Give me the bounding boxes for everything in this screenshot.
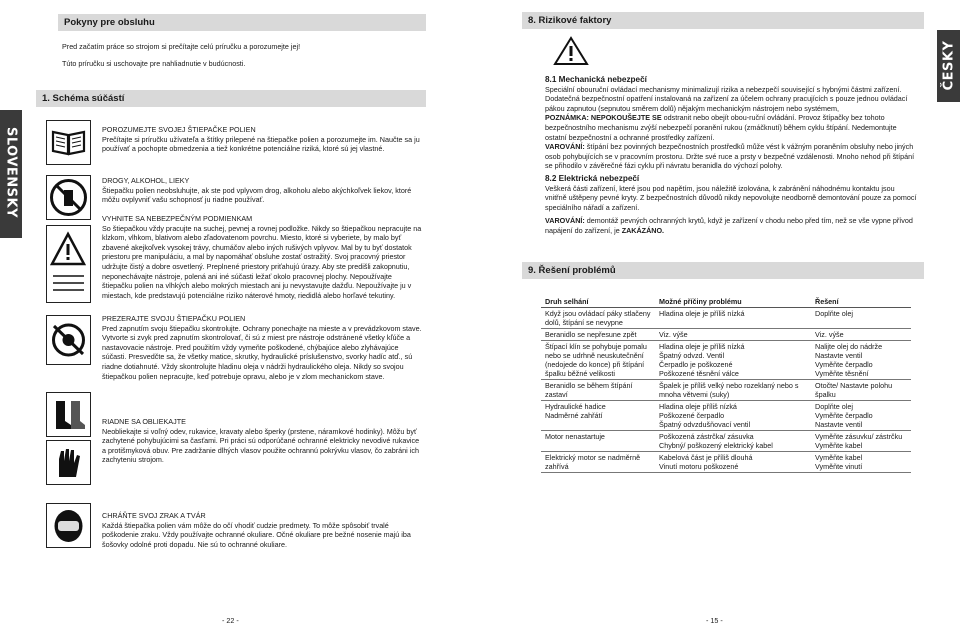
boots-icon [46,392,91,437]
table-cell-cause: Kabelová část je příliš dlouhá Vinutí motoru poškozené [655,452,811,473]
block-dress-title: RIADNE SA OBLIEKAJTE [102,417,186,426]
section-8-1-para-a: Speciální obouruční ovládací mechanismy minimalizují rizika a nebezpečí související s hybnými částmi zařízení. Dodatečná bezpečnostní opatření instalovaná na zařízení za účelem ochrany pracujících s pouze jednou ovládací pákou zapnutou (sepnutou směrem dolů) nějakým mechanickým nástrojem nebo systémem, [545,84,908,113]
slovensky-side-label: SLOVENSKY [3,126,19,219]
table-cell-solution: Viz. výše [811,329,911,341]
intro-line-1: Pred začatím práce so strojom si prečítajte celú príručku a porozumejte jej! [62,42,301,51]
cesky-side-label: ČESKY [941,40,957,91]
section-8-1-para-c [545,142,917,171]
table-cell-fault: Beranidlo se nepřesune zpět [541,329,655,341]
block-inspect-title: PREZERAJTE SVOJU ŠTIEPAČKU POLIEN [102,314,246,323]
cesky-side-tab [937,30,960,102]
section-8-1-title: 8.1 Mechanická nebezpečí [545,75,647,84]
work-area-hazard-icon [46,225,91,303]
table-cell-cause: Viz. výše [655,329,811,341]
block-understand-text: Prečítajte si príručku užívateľa a štítky prilepené na štiepačke polien a porozumejte im. Naučte sa ju používať a pochopte obmedzenia a tiež konkrétne potenciálne riziká, ktoré sú jej vlastné. [102,134,420,154]
warning-text: štípání bez povinných bezpečnostních prostředků může vést k vážným poraněním obsluhy nebo jiných osob pohybujících se v pracovním prostoru. Držte své ruce a prsty v bezpečné vzdálenosti. Mnoho nehod při štípání se přihodilo v závěrečné fázi cyklu při návratu beranidla do výchozí polohy. [545,142,915,171]
table-cell-cause: Hladina oleje je příliš nízká [655,308,811,329]
table-cell-solution: Doplňte olej Vyměňte čerpadlo Nastavte ventil [811,401,911,431]
troubleshooting-table [541,296,911,473]
table-cell-fault: Beranidlo se během štípání zastaví [541,380,655,401]
note-text: odstranit nebo obejít obou-ruční ovládání. Provoz štípačky bez tohoto bezpečnostního mechanismu zvýší nebezpečí poranění rukou (zmáčknutí) během cyklu štípání. Nedemontujte ostatní bezpečnostní a ochranné prostředky zařízení. [545,113,897,142]
section-8-2-para-a: Veškerá části zařízení, které jsou pod napětím, jsou náležitě izolována, k zabránění náhodnému kontaktu jsou vnitřně uštěpeny pevné kryty. Z bezpečnostních důvodů nikdy nepovolujte neodborně demontování pouze za pomocí speciálního nářadí a zařízení. [545,183,917,212]
table-row [541,431,911,452]
block-understand [102,125,424,154]
table-cell-cause: Hladina oleje je příliš nízká Špatný odvzd. Ventil Čerpadlo je poškozené Poškozené těsnění válce [655,341,811,380]
left-header: Pokyny pre obsluhu [58,14,426,31]
section-8-2 [545,174,917,236]
table-cell-fault: Elektrický motor se nadměrně zahřívá [541,452,655,473]
left-page-number: - 22 - [222,616,239,625]
block-drugs-text: Štiepačku polien neobsluhujte, ak ste pod vplyvom drog, alkoholu alebo akýchkoľvek liekov, ktoré môžu ovplyvniť vašu schopnosť ju riadne používať. [102,185,412,205]
table-cell-cause: Hladina oleje příliš nízká Poškozené čerpadlo Špatný odvzdušňovací ventil [655,401,811,431]
table-header-causes: Možné příčiny problému [655,296,811,308]
section-1-header: 1. Schéma súčástí [36,90,426,107]
section-9-header: 9. Řešení problémů [522,262,924,279]
table-cell-solution: Otočte/ Nastavte polohu špalku [811,380,911,401]
table-cell-fault: Když jsou ovládací páky stlačeny dolů, štípání se nevypne [541,308,655,329]
table-cell-solution: Doplňte olej [811,308,911,329]
face-shield-icon [46,503,91,548]
intro-line-2: Túto príručku si uschovajte pre nahliadnutie v budúcnosti. [62,59,246,68]
manual-book-icon [46,120,91,165]
table-cell-fault: Štípací klín se pohybuje pomalu nebo se udrhně neuskutečnění (nedojede do konce) při štípání špalku běžné velikosti [541,341,655,380]
table-header-fault: Druh selhání [541,296,655,308]
table-cell-solution: Nalijte olej do nádrže Nastavte ventil Vyměňte čerpadlo Vyměňte těsnění [811,341,911,380]
table-header-solution: Řešení [811,296,911,308]
table-cell-fault: Motor nenastartuje [541,431,655,452]
warning-text-2: demontáž pevných ochranných krytů, když je zařízení v chodu nebo před tím, než se vše vypne přívod napájení do zařízení, je [545,216,913,235]
table-row [541,380,911,401]
table-row [541,308,911,329]
table-row [541,329,911,341]
table-row [541,401,911,431]
block-hazards-text: So štiepačkou vždy pracujte na suchej, pevnej a rovnej podložke. Nikdy so štiepačkou nepracujte na klzkom, vlhkom, blativom alebo zľadovatenom povrchu. Miesto, ktoré si vyberiete, by malo byť zbavené akejkoľvek vysokej trávy, chumáčov alebo iných rušivých vplyvov. Mal by tu byť dostatok priestoru pre manipuláciu, a mal by napomáhať obsluhe zostať ostražitý. Svoj pracovný priestor udržujte čistý a dobre osvetlený. Preplnené priestory priťahujú úrazy. Aby ste predišli zakopnutiu, neponechávajte nástroje, polená ani iné súčasti ležať okolo pracovnej plochy. Nepoužívajte štiepačku polien na vlhkých alebo mokrých miestach ani ju nevystavujte dažďu. Nepoužívajte ju v miestach, kde predstavujú potenciálne riziko náterové hmoty, riedidlá alebo horľavé tekutiny. [102,223,422,300]
block-dress [102,417,424,465]
block-understand-title: POROZUMEJTE SVOJEJ ŠTIEPAČKE POLIEN [102,125,256,134]
table-cell-solution: Vyměňte kabel Vyměňte vinutí [811,452,911,473]
right-header: 8. Rizikové faktory [522,12,924,29]
table-row [541,452,911,473]
block-drugs [102,176,424,205]
gloves-icon [46,440,91,485]
forbidden-word: ZAKÁZÁNO. [621,225,665,235]
warning-triangle-icon [553,36,589,66]
slovensky-side-tab [0,110,22,238]
inspect-machine-icon [46,315,91,365]
block-dress-text: Neobliekajte si voľný odev, rukavice, kravaty alebo šperky (prstene, náramkové hodinky). Môžu byť zachytené pohybujúcimi sa časťami. Pri práci sú odporúčané ochranné elektricky nevodivé rukavice a protišmyková obuv. Pre zadržanie dlhých vlasov použite ochrannú pokrývku vlasov, čo zabráni ich zachyteniu strojom. [102,426,420,465]
block-eyes [102,511,424,549]
warning-label-2: VAROVÁNÍ: [545,216,585,226]
block-eyes-title: CHRÁŇTE SVOJ ZRAK A TVÁR [102,511,206,520]
block-eyes-text: Každá štiepačka polien vám môže do očí vhodiť cudzie predmety. To môže spôsobiť trvalé poškodenie zraku. Vždy používajte ochranné okuliare. Očné okuliare pre bežné nosenie majú iba šošovky odolné proti dopadu. Nie sú to ochranné okuliare. [102,520,411,549]
no-alcohol-icon [46,175,91,220]
section-8-2-para-b [545,216,917,235]
block-hazards [102,214,424,300]
note-label: POZNÁMKA: NEPOKOUŠEJTE SE [545,113,662,123]
table-cell-cause: Poškozená zástrčka/ zásuvka Chybný/ poškozený elektrický kabel [655,431,811,452]
block-hazards-title: VYHNITE SA NEBEZPEČNÝM PODMIENKAM [102,214,253,223]
table-row [541,341,911,380]
block-inspect [102,314,424,381]
table-cell-cause: Špalek je příliš velký nebo rozeklaný nebo s mnoha větvemi (suky) [655,380,811,401]
section-8-1-para-b [545,113,917,142]
section-8-1 [545,75,917,171]
table-cell-solution: Vyměňte zásuvku/ zástrčku Vyměňte kabel [811,431,911,452]
warning-label: VAROVÁNÍ: [545,142,585,152]
section-8-2-title: 8.2 Elektrická nebezpečí [545,174,640,183]
block-inspect-text: Pred zapnutím svoju štiepačku skontrolujte. Ochrany ponechajte na mieste a v prevádzkovom stave. Vytvorte si zvyk pred zapnutím skontrolovať, či sú z miest pre nástroje odstránené všetky kľúče a nastavovacie nástroje. Pred použitím vždy vymeňte poškodené, chýbajúce alebo zlyhávajúce súčasti. Presvedčte sa, že všetky matice, skrutky, hydraulické príslušenstvo, svorky hadíc atď., sú riadne dotiahnuté. Vždy skontrolujte hladinu oleja v nádrži hydraulického oleja. Nikdy so svojou štiepačkou polien nepracujte, keď potrebuje opravu, alebo je v zlom mechanickom stave. [102,323,422,381]
table-cell-fault: Hydraulické hadice Nadměrné zahřátí [541,401,655,431]
block-drugs-title: DROGY, ALKOHOL, LIEKY [102,176,190,185]
right-page-number: - 15 - [706,616,723,625]
